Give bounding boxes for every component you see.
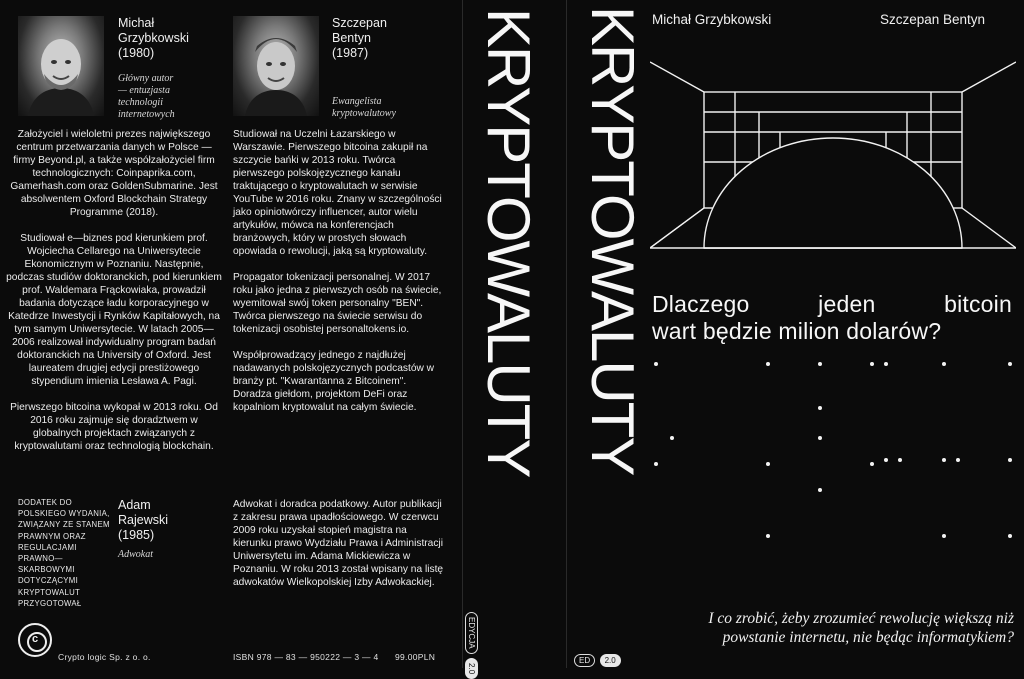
front-headline bbox=[652, 291, 1012, 345]
headline-line: wart będzie milion dolarów? bbox=[652, 318, 942, 344]
price: 99.00PLN bbox=[395, 652, 436, 662]
addendum-line: KRYPTOWALUT bbox=[18, 587, 81, 597]
bio-bentyn bbox=[233, 128, 445, 427]
bio-paragraph: Współprowadzący jednego z najdłużej nadawanych polskojęzycznych podcastów w branży pt. "Kwarantanna z Bitcoinem". Doradza giełdom, projektom DeFi oraz kopalniom kryptowalut na całym świecie. bbox=[233, 350, 435, 413]
edition-number: 2.0 bbox=[465, 658, 478, 679]
dot bbox=[956, 458, 960, 462]
bio-paragraph: Pierwszego bitcoina wykopał w 2013 roku. Od 2016 roku zajmuje się doradztwem w globalnych projektach związanych z kryptowalutami oraz technologią blockchain. bbox=[10, 402, 218, 452]
bio-paragraph: Propagator tokenizacji personalnej. W 2017 roku jako jedna z pierwszych osób na świecie, wyemitował swój token personalny "BEN". Twórca pierwszego na świecie serwisu do tokenizacji osobistej personaltokens.io. bbox=[233, 272, 442, 335]
addendum-line: DODATEK DO bbox=[18, 498, 72, 507]
headline-word: Dlaczego bbox=[652, 291, 750, 317]
dot bbox=[654, 362, 658, 366]
headline-word: jeden bbox=[818, 291, 876, 317]
spine-edition bbox=[464, 612, 482, 679]
author-role: Ewangelista bbox=[332, 96, 382, 107]
publisher-logo bbox=[18, 623, 52, 657]
author-role: technologii bbox=[118, 97, 163, 108]
addendum-line: PRAWNYM ORAZ bbox=[18, 531, 86, 541]
spine-divider-left bbox=[462, 0, 463, 668]
front-author-right: Szczepan Bentyn bbox=[880, 12, 986, 27]
addendum-line: PRAWNO—SKARBOWYMI bbox=[18, 554, 75, 575]
author-name-first: Adam bbox=[118, 498, 151, 512]
front-edition bbox=[574, 650, 621, 668]
author-name-last: Rajewski bbox=[118, 513, 169, 527]
dot bbox=[942, 458, 946, 462]
author-name-last: Grzybkowski bbox=[118, 31, 189, 45]
dot bbox=[898, 458, 902, 462]
portrait-illustration bbox=[233, 16, 319, 116]
bio-rajewski bbox=[233, 498, 445, 602]
author-name-first: Szczepan bbox=[332, 16, 387, 30]
author-role: internetowych bbox=[118, 109, 175, 120]
addendum-line: REGULACJAMI bbox=[18, 542, 77, 552]
dot bbox=[818, 436, 822, 440]
dot-pattern bbox=[650, 358, 1016, 558]
edition-label: EDYCJA bbox=[465, 612, 478, 654]
author-years: (1980) bbox=[118, 46, 155, 60]
addendum-line: ZWIĄZANY ZE STANEM bbox=[18, 520, 110, 530]
dot bbox=[870, 362, 874, 366]
edition-label: ED bbox=[574, 654, 595, 667]
spine-title: KRYPTOWALUTY bbox=[475, 8, 542, 477]
dot bbox=[884, 362, 888, 366]
author-role: kryptowalutowy bbox=[332, 108, 396, 119]
dot bbox=[1008, 534, 1012, 538]
dot bbox=[1008, 362, 1012, 366]
dot bbox=[818, 406, 822, 410]
author-years: (1987) bbox=[332, 46, 369, 60]
author-photo-grzybkowski bbox=[18, 16, 104, 116]
headline-word: bitcoin bbox=[944, 291, 1012, 317]
dot bbox=[670, 436, 674, 440]
bio-paragraph: Studiował na Uczelni Łazarskiego w Warszawie. Pierwszego bitcoina zakupił na szczycie bańki w 2013 roku. Twórca pierwszego polskojęzycznego kanału traktującego o kryptowalutach w serwisie YouTube w 2016 roku. Znany w szczególności jako opiniotwórczy influencer, autor wielu artykułów, mówca na konferencjach branżowych, który w prostych słowach opowiada o rewolucji, jaką są kryptowaluty. bbox=[233, 129, 442, 257]
addendum-note bbox=[18, 497, 118, 609]
author-name-first: Michał bbox=[118, 16, 155, 30]
publisher-name: Crypto logic Sp. z o. o. bbox=[58, 652, 151, 662]
edition-number: 2.0 bbox=[600, 654, 621, 667]
dot bbox=[766, 534, 770, 538]
tagline-line: I co zrobić, żeby zrozumieć rewolucję większą niż bbox=[708, 610, 1014, 627]
dot bbox=[766, 462, 770, 466]
dot bbox=[942, 534, 946, 538]
cover-geometric-illustration bbox=[650, 40, 1016, 280]
bio-paragraph: Adwokat i doradca podatkowy. Autor publikacji z zakresu prawa upadłościowego. W czerwcu 2009 roku uzyskał stopień magistra na kierunku prawo Wydziału Prawa i Administracji Uniwersytetu im. Adama Mickiewicza w Poznaniu. W roku 2013 został wpisany na listę adwokatów Wielkopolskiej Izby Adwokackiej. bbox=[233, 499, 444, 588]
dot bbox=[884, 458, 888, 462]
dot bbox=[818, 362, 822, 366]
author-role: — entuzjasta bbox=[118, 85, 170, 96]
dot bbox=[870, 462, 874, 466]
author-years: (1985) bbox=[118, 528, 155, 542]
spine-divider-right bbox=[566, 0, 567, 668]
author-role: Główny autor bbox=[118, 73, 174, 84]
bio-paragraph: Studiował e—biznes pod kierunkiem prof. Wojciecha Cellarego na Uniwersytecie Ekonomicznym w Poznaniu. Następnie, podczas studiów doktoranckich, pod kierunkiem prof. Waldemara Frąckowiaka, prowadził badania dotyczące ładu korporacyjnego w Katedrze Inwestycji i Rynków Kapitałowych, na tym samym Uniwersytecie. W latach 2005—2006 realizował indywidualny program badań doktoranckich na University of Oxford. Jest laureatem drugiej edycji prestiżowego stypendium imienia Lesława A. Pagi. bbox=[6, 233, 222, 387]
author-role: Adwokat bbox=[118, 549, 153, 560]
dot bbox=[818, 488, 822, 492]
bio-paragraph: Założyciel i wieloletni prezes największego centrum przetwarzania danych w Polsce — firmy Beyond.pl, a także współzałożyciel firm technologicznych: Coinpaprika.com, Gamerhash.com oraz GoldenSubmarine. Jest absolwentem Oxford Blockchain Strategy Programme (2018). bbox=[10, 129, 218, 218]
front-tagline bbox=[600, 609, 1014, 647]
addendum-line: POLSKIEGO WYDANIA, bbox=[18, 509, 110, 519]
author-name-last: Bentyn bbox=[332, 31, 371, 45]
portrait-illustration bbox=[18, 16, 104, 116]
addendum-line: PRZYGOTOWAŁ bbox=[18, 598, 82, 608]
isbn: ISBN 978 — 83 — 950222 — 3 — 4 bbox=[233, 652, 379, 662]
bio-grzybkowski bbox=[6, 128, 222, 466]
publisher-logo-mark: c bbox=[31, 633, 39, 645]
front-title: KRYPTOWALUTY bbox=[579, 6, 646, 475]
dot bbox=[942, 362, 946, 366]
dot bbox=[1008, 458, 1012, 462]
front-author-left: Michał Grzybkowski bbox=[652, 12, 772, 27]
author-photo-bentyn bbox=[233, 16, 319, 116]
tagline-line: powstanie internetu, nie będąc informatykiem? bbox=[722, 629, 1014, 646]
addendum-line: DOTYCZĄCYMI bbox=[18, 576, 79, 586]
dot bbox=[654, 462, 658, 466]
dot bbox=[766, 362, 770, 366]
